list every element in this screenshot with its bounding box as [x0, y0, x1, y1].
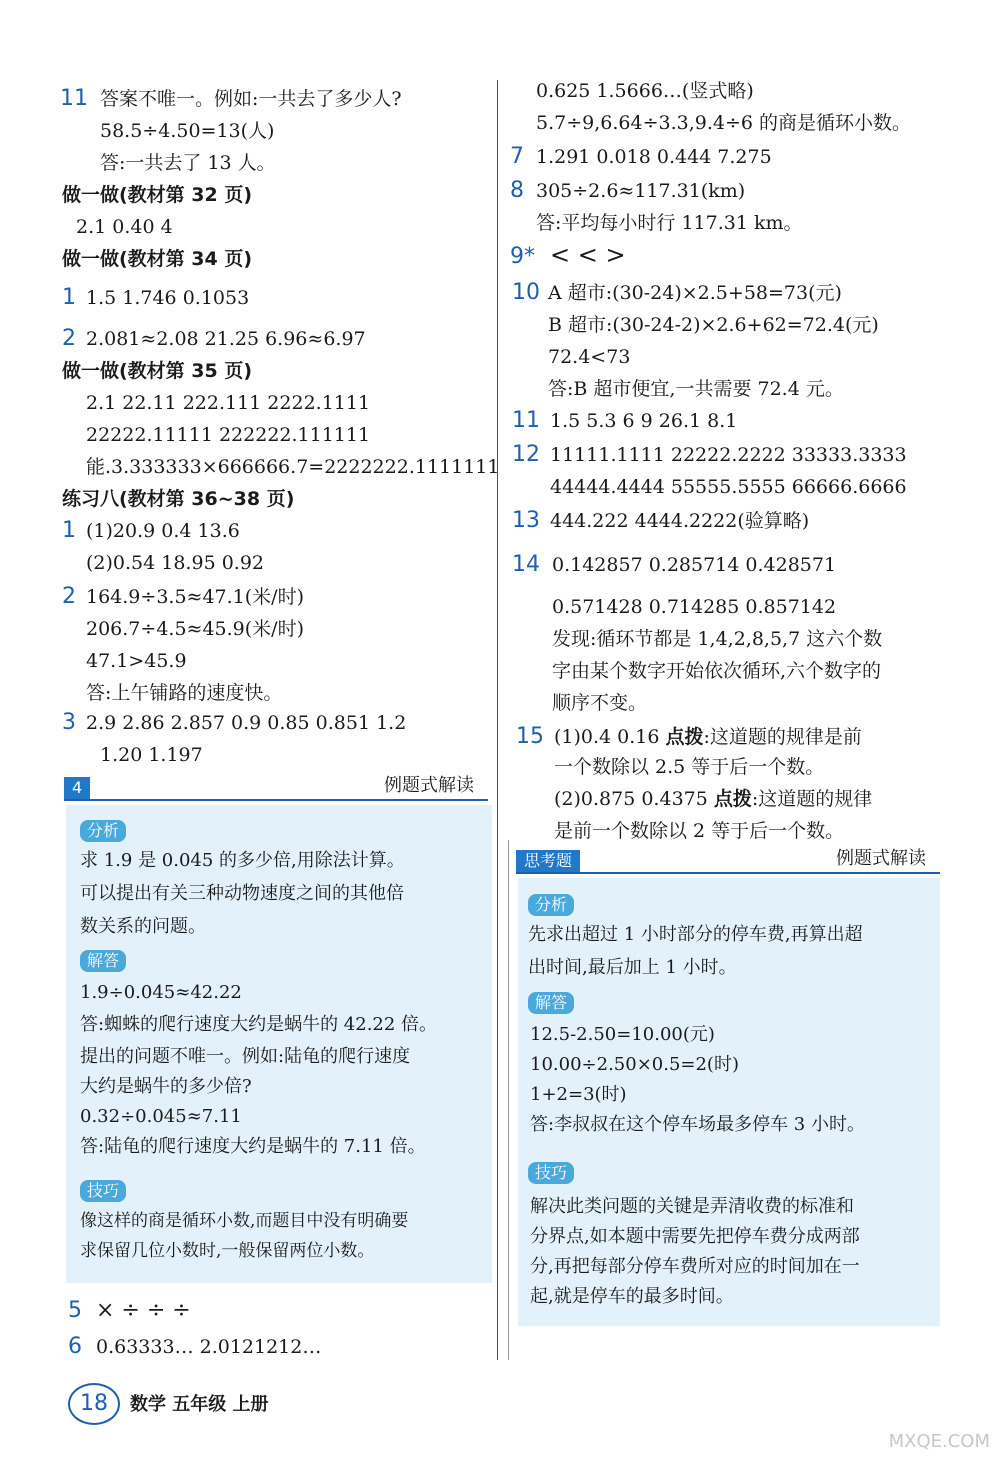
analysis-tag: 分析 [80, 820, 126, 842]
question-number: 6 [68, 1334, 82, 1359]
answer-line [554, 786, 872, 812]
question-number: 13 [512, 508, 540, 533]
answer-text: (2)0.875 0.4375 [554, 788, 714, 810]
answer-line: 能.3.333333×666666.7=2222222.1111111 [86, 456, 500, 478]
skill-tag: 技巧 [528, 1162, 574, 1184]
answer-line: 1.5 1.746 0.1053 [86, 287, 250, 309]
answer-line: 发现:循环节都是 1,4,2,8,5,7 这六个数 [552, 628, 883, 650]
question-number: 7 [510, 144, 524, 169]
watermark: MXQE.COM [888, 1431, 990, 1452]
box-text: 提出的问题不唯一。例如:陆龟的爬行速度 [80, 1046, 411, 1067]
answer-text: :这道题的规律是前 [703, 726, 862, 748]
question-number: 1 [62, 285, 76, 310]
answer-line: 2.1 0.40 4 [76, 216, 173, 238]
question-number: 5 [68, 1298, 82, 1323]
answer-line: 2.081≈2.08 21.25 6.96≈6.97 [86, 328, 366, 350]
question-number: 15 [516, 724, 544, 749]
answer-line: 1.291 0.018 0.444 7.275 [536, 146, 772, 168]
section-heading: 做一做(教材第 35 页) [62, 360, 253, 382]
answer-tag: 解答 [528, 992, 574, 1014]
box-text: 0.32÷0.045≈7.11 [80, 1106, 242, 1127]
box-text: 分,再把每部分停车费所对应的时间加在一 [530, 1256, 860, 1277]
box-text: 像这样的商是循环小数,而题目中没有明确要 [80, 1211, 409, 1231]
box-tag: 4 [64, 777, 90, 799]
box-text: 出时间,最后加上 1 小时。 [528, 957, 737, 978]
answer-line: × ÷ ÷ ÷ [96, 1298, 191, 1323]
box-tag: 思考题 [516, 850, 580, 872]
question-number: 12 [512, 442, 540, 467]
question-number: 2 [62, 584, 76, 609]
answer-line: 11111.1111 22222.2222 33333.3333 [550, 444, 907, 466]
answer-line: 2.9 2.86 2.857 0.9 0.85 0.851 1.2 [86, 712, 407, 734]
question-number: 1 [62, 518, 76, 543]
answer-line: 22222.11111 222222.111111 [86, 424, 371, 446]
question-number: 8 [510, 178, 524, 203]
box-text: 答:李叔叔在这个停车场最多停车 3 小时。 [530, 1114, 865, 1135]
hint-label: 点拨 [713, 788, 752, 810]
answer-line: 顺序不变。 [552, 692, 648, 714]
question-number: 14 [512, 552, 540, 577]
box-text: 1.9÷0.045≈42.22 [80, 982, 242, 1003]
box-text: 求保留几位小数时,一般保留两位小数。 [80, 1241, 375, 1261]
answer-line: 1.20 1.197 [100, 744, 203, 766]
answer-line: 答案不唯一。例如:一共去了多少人? [100, 88, 402, 110]
answer-line: 5.7÷9,6.64÷3.3,9.4÷6 的商是循环小数。 [536, 112, 912, 134]
section-heading: 做一做(教材第 32 页) [62, 184, 253, 206]
answer-line: 0.625 1.5666…(竖式略) [536, 80, 754, 102]
page-number: 18 [68, 1383, 120, 1425]
box-text: 12.5-2.50=10.00(元) [530, 1024, 715, 1045]
box-text: 可以提出有关三种动物速度之间的其他倍 [80, 883, 404, 904]
answer-line: (1)20.9 0.4 13.6 [86, 520, 240, 542]
box-text: 1+2=3(时) [530, 1084, 627, 1105]
question-number: 9* [510, 244, 535, 269]
question-number: 11 [512, 408, 540, 433]
answer-line: 答:上午铺路的速度快。 [86, 682, 283, 704]
box-text: 求 1.9 是 0.045 的多少倍,用除法计算。 [80, 850, 405, 871]
box-text: 数关系的问题。 [80, 916, 206, 937]
section-heading: 练习八(教材第 36~38 页) [62, 488, 295, 510]
answer-line: 164.9÷3.5≈47.1(米/时) [86, 586, 304, 608]
box-text: 答:蜘蛛的爬行速度大约是蜗牛的 42.22 倍。 [80, 1014, 438, 1035]
answer-line: 72.4<73 [548, 346, 631, 368]
box-text: 分界点,如本题中需要先把停车费分成两部 [530, 1226, 860, 1247]
answer-line: 0.142857 0.285714 0.428571 [552, 554, 837, 576]
answer-line: 答:一共去了 13 人。 [100, 152, 276, 174]
box-text: 10.00÷2.50×0.5=2(时) [530, 1054, 739, 1075]
answer-line: 44444.4444 55555.5555 66666.6666 [550, 476, 907, 498]
question-number: 2 [62, 326, 76, 351]
answer-text: :这道题的规律 [751, 788, 873, 810]
box-label: 例题式解读 [384, 775, 474, 796]
answer-line: 字由某个数字开始依次循环,六个数字的 [552, 660, 882, 682]
answer-line: 0.63333… 2.0121212… [96, 1336, 322, 1358]
hint-label: 点拨 [665, 726, 704, 748]
answer-text: (1)0.4 0.16 [554, 726, 666, 748]
answer-line: 1.5 5.3 6 9 26.1 8.1 [550, 410, 738, 432]
answer-line: 0.571428 0.714285 0.857142 [552, 596, 837, 618]
section-heading: 做一做(教材第 34 页) [62, 248, 253, 270]
answer-line: 444.222 4444.2222(验算略) [550, 510, 810, 532]
answer-line: 206.7÷4.5≈45.9(米/时) [86, 618, 304, 640]
box-text: 先求出超过 1 小时部分的停车费,再算出超 [528, 924, 863, 945]
answer-line: < < > [550, 241, 626, 269]
answer-line: B 超市:(30-24-2)×2.6+62=72.4(元) [548, 314, 879, 336]
answer-line: 47.1>45.9 [86, 650, 187, 672]
answer-line: 答:B 超市便宜,一共需要 72.4 元。 [548, 378, 844, 400]
box-text: 大约是蜗牛的多少倍? [80, 1076, 252, 1097]
answer-line [554, 724, 862, 750]
answer-line: (2)0.54 18.95 0.92 [86, 552, 264, 574]
column-divider [497, 80, 498, 1360]
column-divider-lower [508, 840, 509, 1360]
box-label: 例题式解读 [836, 848, 926, 869]
answer-tag: 解答 [80, 950, 126, 972]
answer-line: 是前一个数除以 2 等于后一个数。 [554, 820, 845, 842]
answer-line: 2.1 22.11 222.111 2222.1111 [86, 392, 371, 414]
question-number: 10 [512, 280, 540, 305]
box-text: 解决此类问题的关键是弄清收费的标准和 [530, 1196, 854, 1217]
box-text: 起,就是停车的最多时间。 [530, 1286, 734, 1307]
skill-tag: 技巧 [80, 1180, 126, 1202]
book-title: 数学 五年级 上册 [130, 1394, 269, 1415]
box-text: 答:陆龟的爬行速度大约是蜗牛的 7.11 倍。 [80, 1136, 426, 1157]
answer-line: 一个数除以 2.5 等于后一个数。 [554, 756, 825, 778]
question-number: 11 [60, 86, 88, 111]
answer-line: 58.5÷4.50=13(人) [100, 120, 275, 142]
analysis-tag: 分析 [528, 894, 574, 916]
question-number: 3 [62, 710, 76, 735]
answer-line: A 超市:(30-24)×2.5+58=73(元) [548, 282, 842, 304]
answer-line: 305÷2.6≈117.31(km) [536, 180, 746, 202]
answer-line: 答:平均每小时行 117.31 km。 [536, 212, 803, 234]
